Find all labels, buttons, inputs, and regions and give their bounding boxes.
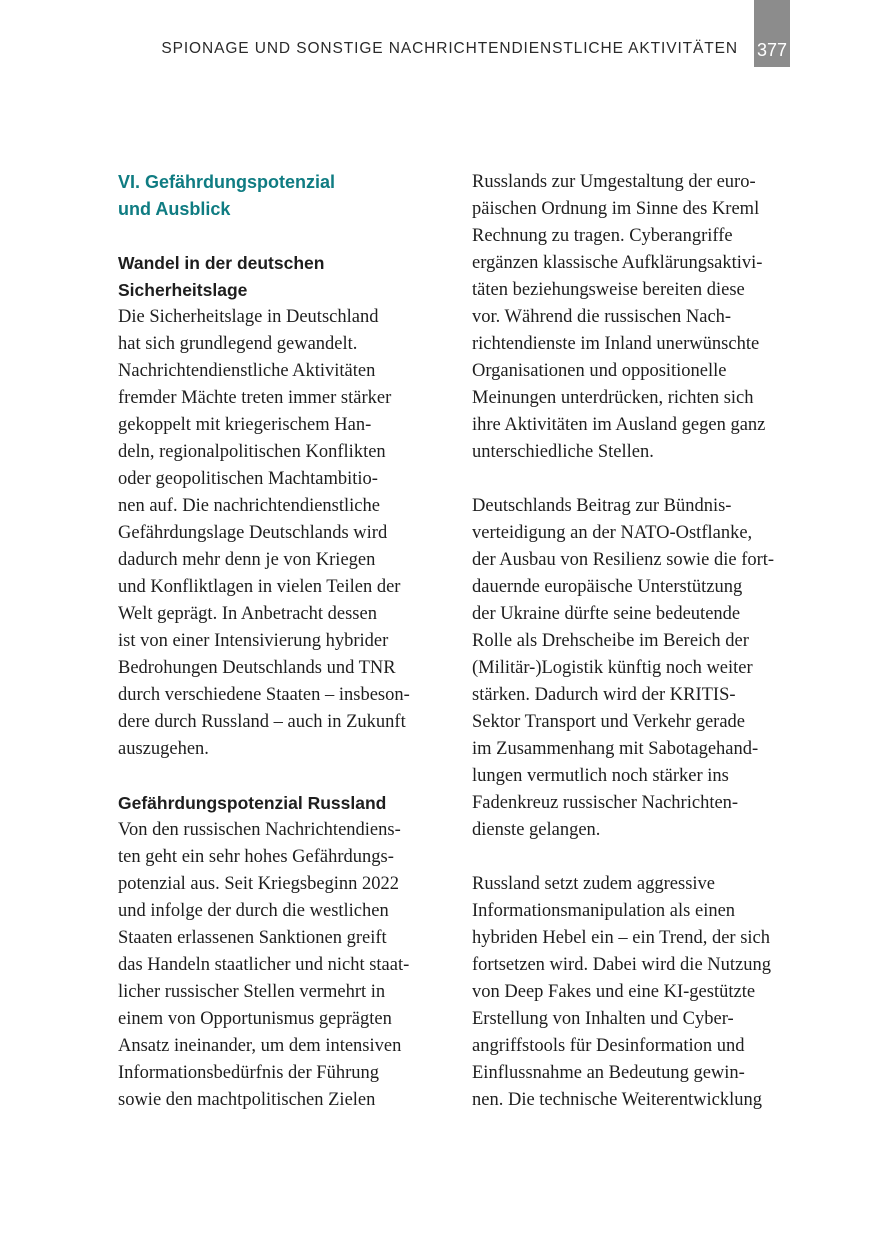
body-text-line: auszugehen. <box>118 739 209 759</box>
body-text-line: dienste gelangen. <box>472 820 601 840</box>
body-text-line: Russland setzt zudem aggressive <box>472 874 716 894</box>
body-text-line: Meinungen unterdrücken, richten sich <box>472 388 754 408</box>
body-text-line: Gefährdungslage Deutschlands wird <box>118 523 388 543</box>
body-text-line: Informationsmanipulation als einen <box>472 901 736 921</box>
subsection-heading: Gefährdungspotenzial Russland <box>118 793 387 813</box>
body-text-line: der Ausbau von Resilienz sowie die fort- <box>472 550 775 570</box>
body-text-line: gekoppelt mit kriegerischem Han- <box>118 415 372 435</box>
subsection-heading: Wandel in der deutschen <box>118 253 325 273</box>
body-text-line: dere durch Russland – auch in Zukunft <box>118 712 406 732</box>
body-text-line: Von den russischen Nachrichtendiens- <box>118 820 401 840</box>
body-text-line: im Zusammenhang mit Sabotagehand- <box>472 739 759 759</box>
body-text-line: und infolge der durch die westlichen <box>118 901 389 921</box>
right-column <box>472 169 802 1114</box>
body-text-line: deln, regionalpolitischen Konflikten <box>118 442 386 462</box>
body-text-line: päischen Ordnung im Sinne des Kreml <box>472 199 760 219</box>
left-column <box>118 169 448 1114</box>
section-heading: und Ausblick <box>118 199 231 219</box>
body-text-line: angriffstools für Desinformation und <box>472 1036 745 1056</box>
body-text-line: ihre Aktivitäten im Ausland gegen ganz <box>472 415 766 435</box>
running-header: SPIONAGE UND SONSTIGE NACHRICHTENDIENSTLICHE AKTIVITÄTEN <box>161 40 738 57</box>
section-heading: VI. Gefährdungspotenzial <box>118 172 336 192</box>
body-text-line: ergänzen klassische Aufklärungsaktivi- <box>472 253 763 273</box>
body-text-line: oder geopolitischen Machtambitio- <box>118 469 378 489</box>
body-text-line: dadurch mehr denn je von Kriegen <box>118 550 376 570</box>
body-text-line: Organisationen und oppositionelle <box>472 361 727 381</box>
body-text-line: Fadenkreuz russischer Nachrichten- <box>472 793 739 813</box>
body-text-line: Erstellung von Inhalten und Cyber- <box>472 1009 734 1029</box>
body-text-line: der Ukraine dürfte seine bedeutende <box>472 604 741 624</box>
body-text-line: (Militär-)Logistik künftig noch weiter <box>472 658 753 678</box>
body-text-line: nen auf. Die nachrichtendienstliche <box>118 496 380 516</box>
body-text-line: Nachrichtendienstliche Aktivitäten <box>118 361 376 381</box>
body-text-line: und Konfliktlagen in vielen Teilen der <box>118 577 401 597</box>
body-text-line: einem von Opportunismus geprägten <box>118 1009 392 1029</box>
body-text-line: verteidigung an der NATO-Ostflanke, <box>472 523 753 543</box>
paragraph-gap <box>472 844 802 871</box>
body-text-line: stärken. Dadurch wird der KRITIS- <box>472 685 736 705</box>
body-text-line: fremder Mächte treten immer stärker <box>118 388 392 408</box>
body-text-line: sowie den machtpolitischen Zielen <box>118 1090 376 1110</box>
body-text-line: Bedrohungen Deutschlands und TNR <box>118 658 396 678</box>
body-text-line: hybriden Hebel ein – ein Trend, der sich <box>472 928 770 948</box>
body-text-line: potenzial aus. Seit Kriegsbeginn 2022 <box>118 874 400 894</box>
body-text-line: Sektor Transport und Verkehr gerade <box>472 712 746 732</box>
body-text-line: Rechnung zu tragen. Cyberangriffe <box>472 226 733 246</box>
body-text-line: Deutschlands Beitrag zur Bündnis- <box>472 496 732 516</box>
body-text-line: ten geht ein sehr hohes Gefährdungs- <box>118 847 394 867</box>
body-text-line: Einflussnahme an Bedeutung gewin- <box>472 1063 745 1083</box>
body-text-line: Informationsbedürfnis der Führung <box>118 1063 380 1083</box>
body-text-line: unterschiedliche Stellen. <box>472 442 654 462</box>
body-text-line: täten beziehungsweise bereiten diese <box>472 280 745 300</box>
body-text-line: nen. Die technische Weiterentwicklung <box>472 1090 762 1110</box>
subsection-heading: Sicherheitslage <box>118 280 248 300</box>
paragraph-gap <box>472 466 802 493</box>
body-text-line: vor. Während die russischen Nach- <box>472 307 732 327</box>
body-text-line: Ansatz ineinander, um dem intensiven <box>118 1036 402 1056</box>
body-text-line: licher russischer Stellen vermehrt in <box>118 982 386 1002</box>
body-text-line: Staaten erlassenen Sanktionen greift <box>118 928 387 948</box>
body-text-line: dauernde europäische Unterstützung <box>472 577 743 597</box>
body-text-line: Welt geprägt. In Anbetracht dessen <box>118 604 377 624</box>
body-text-line: richtendienste im Inland unerwünschte <box>472 334 760 354</box>
paragraph-gap <box>118 223 448 250</box>
body-text-line: durch verschiedene Staaten – insbeson- <box>118 685 410 705</box>
body-text-line: Russlands zur Umgestaltung der euro- <box>472 172 756 192</box>
body-text-line: hat sich grundlegend gewandelt. <box>118 334 358 354</box>
paragraph-gap <box>118 763 448 790</box>
body-text-line: das Handeln staatlicher und nicht staat- <box>118 955 410 975</box>
body-text-line: fortsetzen wird. Dabei wird die Nutzung <box>472 955 771 975</box>
body-text-line: Die Sicherheitslage in Deutschland <box>118 307 379 327</box>
body-text-line: lungen vermutlich noch stärker ins <box>472 766 729 786</box>
page-number: 377 <box>756 40 788 60</box>
body-text-line: ist von einer Intensivierung hybrider <box>118 631 389 651</box>
body-text-line: von Deep Fakes und eine KI-gestützte <box>472 982 756 1002</box>
body-text-line: Rolle als Drehscheibe im Bereich der <box>472 631 749 651</box>
